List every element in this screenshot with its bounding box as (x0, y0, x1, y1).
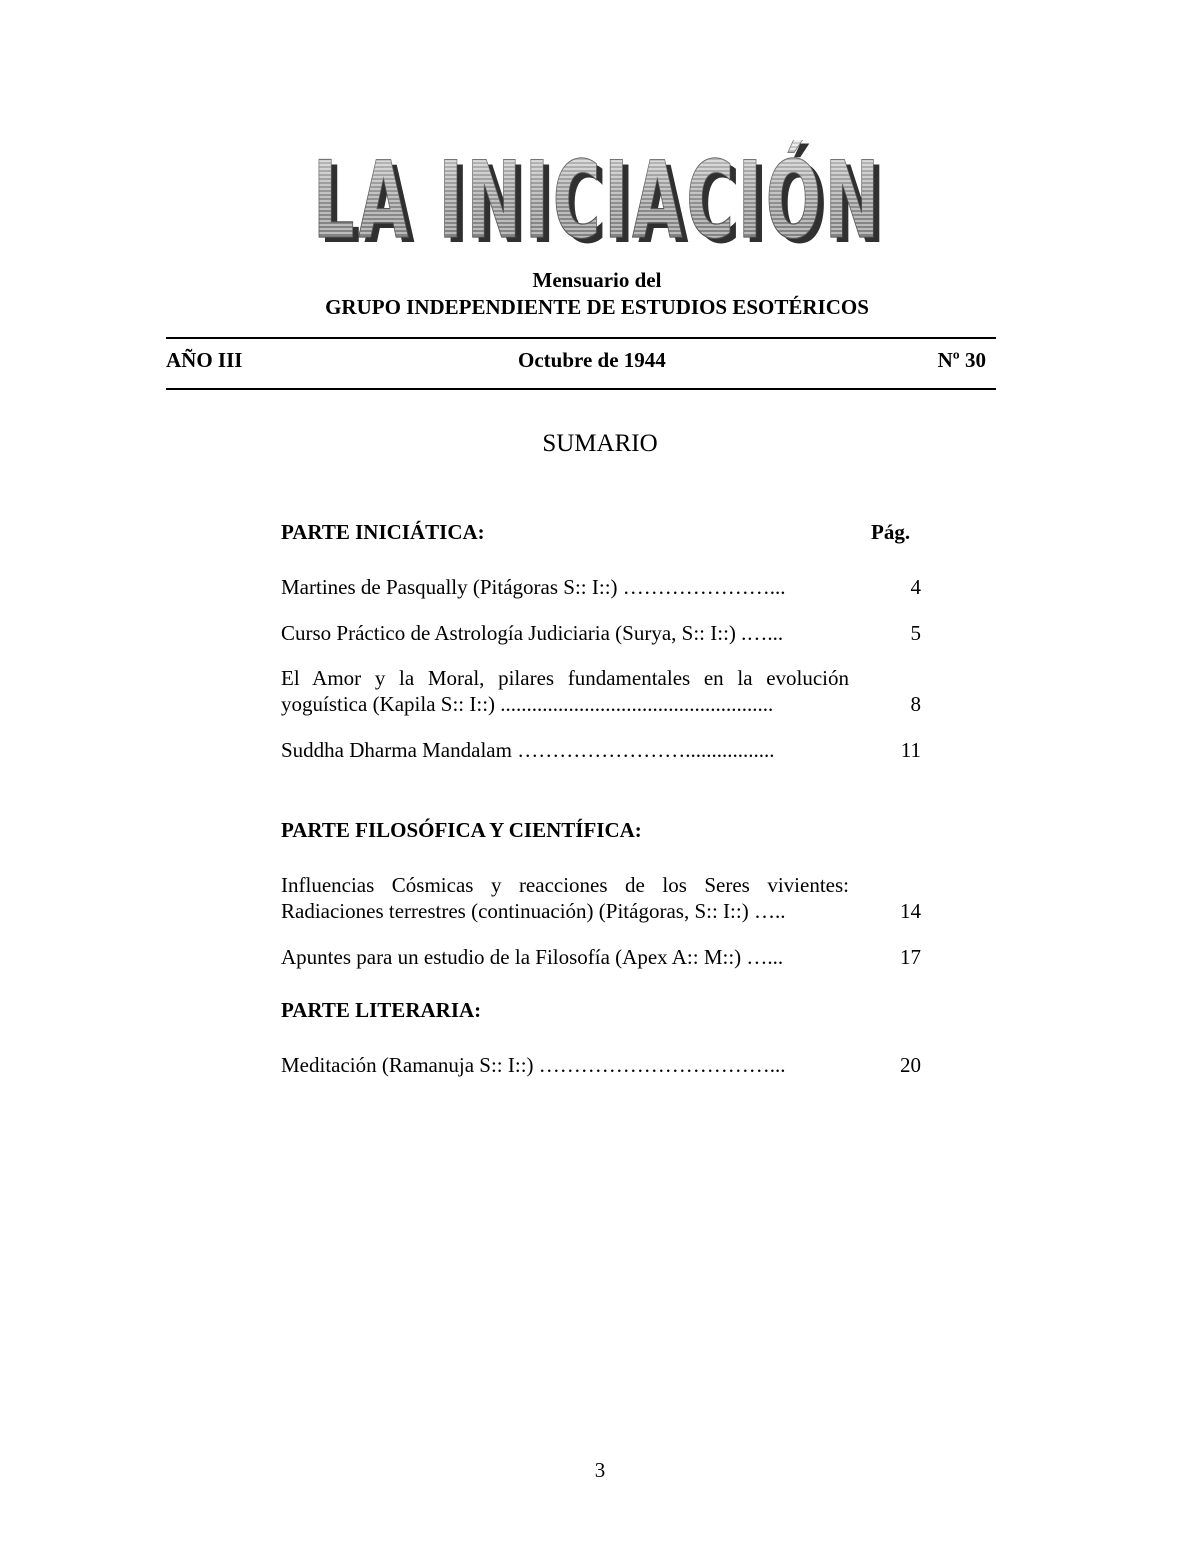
toc-entry-page: 14 (900, 899, 921, 923)
svg-text:LA INICIACIÓN: LA INICIACIÓN (319, 144, 889, 250)
toc-entry-title: El Amor y la Moral, pilares fundamentales en la evolución yoguística (Kapila S:: I::) .................................................... (281, 666, 849, 716)
section-heading: PARTE LITERARIA: (281, 998, 482, 1022)
toc-entry-page: 4 (910, 575, 921, 599)
toc-entry-title: Influencias Cósmicas y reacciones de los Seres vivientes: Radiaciones terrestres (continuación) (Pitágoras, S:: I::) ….. (281, 873, 849, 923)
toc-entry-page: 20 (900, 1053, 921, 1077)
toc-entry-page: 11 (900, 738, 921, 762)
issue-number: Nº 30 (937, 348, 986, 372)
toc-entry[interactable] (281, 872, 921, 924)
toc-entry[interactable] (281, 1052, 921, 1078)
toc-entry-title: Meditación (Ramanuja S:: I::) ……………………………... (281, 1053, 786, 1077)
section-heading: PARTE FILOSÓFICA Y CIENTÍFICA: (281, 818, 642, 842)
toc-entry-title: Apuntes para un estudio de la Filosofía (Apex A:: M::) …... (281, 945, 784, 969)
toc-entry-page: 17 (900, 945, 921, 969)
page-column-label: Pág. (871, 520, 911, 544)
toc-entry-title: Suddha Dharma Mandalam ……………………................. (281, 738, 775, 762)
masthead-logo (300, 140, 900, 250)
header-line-1: Mensuario del (532, 268, 662, 292)
sumario-title: SUMARIO (542, 430, 658, 457)
toc-entry[interactable] (281, 737, 921, 763)
toc-entry[interactable] (281, 574, 921, 600)
divider-bottom (166, 388, 996, 390)
toc-entry-title: Martines de Pasqually (Pitágoras S:: I::) …………………... (281, 575, 786, 599)
issue-date: Octubre de 1944 (518, 348, 666, 372)
masthead-logo-graphic (300, 140, 900, 250)
header-line-2: GRUPO INDEPENDIENTE DE ESTUDIOS ESOTÉRICOS (325, 295, 869, 319)
section-heading: PARTE INICIÁTICA: (281, 520, 485, 544)
toc-entry-page: 8 (910, 692, 921, 716)
toc-entry[interactable] (281, 620, 921, 646)
toc-entry-title: Curso Práctico de Astrología Judiciaria (Surya, S:: I::) .…... (281, 621, 784, 645)
toc-entry[interactable] (281, 665, 921, 717)
issue-year: AÑO III (166, 348, 243, 372)
svg-text:LA INICIACIÓN: LA INICIACIÓN (313, 140, 883, 250)
divider-top (166, 337, 996, 339)
toc-entry[interactable] (281, 944, 921, 970)
toc-entry-page: 5 (910, 621, 921, 645)
page-number: 3 (594, 1458, 606, 1482)
svg-text:LA INICIACIÓN: LA INICIACIÓN (313, 140, 883, 250)
